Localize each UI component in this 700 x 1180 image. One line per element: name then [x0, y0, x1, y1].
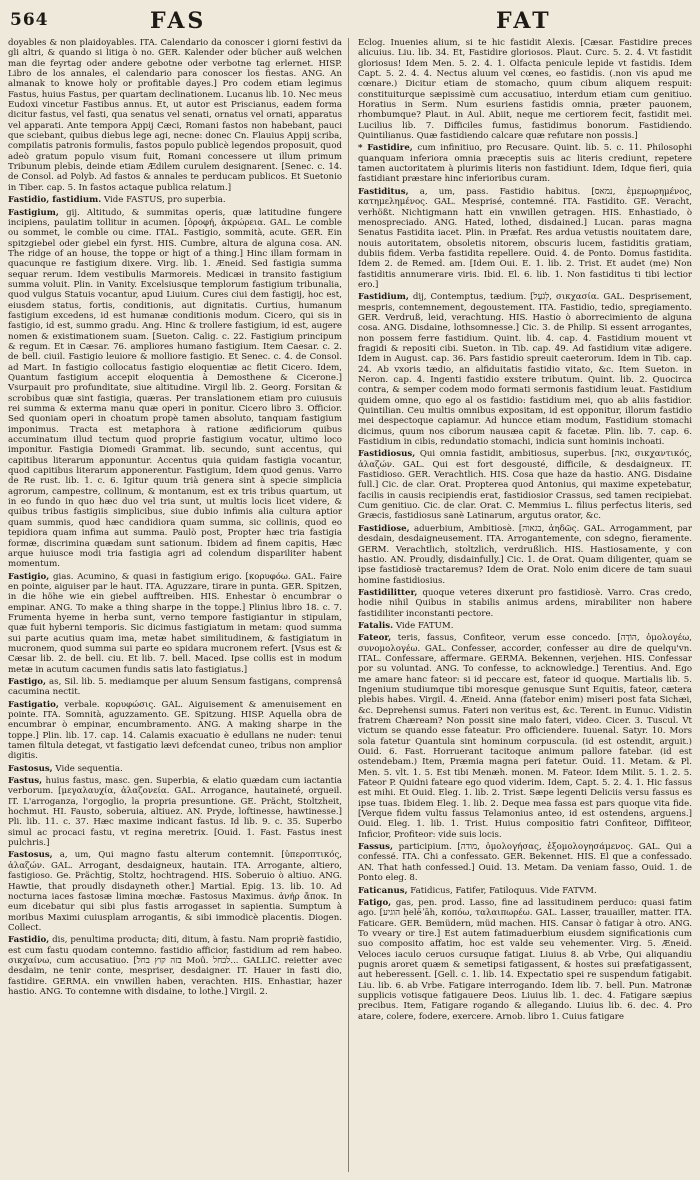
dictionary-entry [8, 935, 342, 997]
right-text-column [358, 38, 692, 1172]
dictionary-entry [8, 776, 342, 848]
entry-text: huius fastus, masc. gen. Superbia, & elatio quædam cum iactantia verborum. [μεγαλαυχία, ἀλαζονεία. GAL. Arrogance, hautaineté, orgueil. IT. L'arroganza, l'orgoglio, la propria presuntione. GE. Prächt, Stoltzheit, hochmut. HI. Fausto, soberuia, altiuez. AN. Pryde, loftinesse, hawtinesse.] Pli. lib. 11. c. 37. Hæc maxime indicant fastus. Id lib. 9. c. 35. Superbo simul ac procaci fastu, vt regina meretrix. [Ouid. 1. Fast. Fastus inest pulchris.] [8, 776, 342, 849]
entry-text: dis, penultima producta; diti, ditum, à fastu. Nam propriè fastidio, est cum fastu quodam contemno. fastidio afficior, fastidium ad rem habeo. σικχαίνω, cum accusatiuo. [בזה קוץ בחל Moû. לבחל... GALLIC. reietter avec desdaim, ne tenir conte, mespriser, desdaigner. IT. Hauer in fasti dio, fastidire. GERMA. ein vnwillen haben, verachten. HIS. Enhastiar, hazer hastio. ANG. To contemne with disdaine, to lothe.] Virgil. 2. [8, 935, 342, 997]
dictionary-entry [8, 700, 342, 762]
dictionary-entry [358, 898, 692, 1022]
entry-text: Vide FASTUS, pro superbia. [103, 195, 226, 206]
entry-headword: Fastus, [8, 776, 43, 787]
entry-text: doyables & non plaidoyables. ITA. Calendario da conoscer i giorni festivi da gli altri, & quando si litiga ò no. GER. Kalender oder bücher auß welchen man die feyrtag oder andere gebotne oder verbotne tag erlernet. HISP. Libro de los annales, el calendario para conoscer los fiestas. ANG. An almanak to knowe holy or profitable dayes.] Pro codem etiam legimus Fastus, huius Fastus, per quartam declinationem. Lucanus lib. 10. Nec meus Eudoxi vincetur Fastibus annus. Et, ut autor est Priscianus, eadem forma dicitur fastus, vel fasti, qua senatus vel senati, ornatus vel ornati, apparatus vel apparati. Ante tempora Appij Cæci, Romani fastos non habebant, pauci que sciebant, quibus diebus lege agi, necne: donec Cn. Flauius Appij scriba, compilatis patronis formulis, fastos populo publicè legendos proposuit, quod adeò gratum populo visum fuit, Romani concessere ut illum primum Tribunum plebis, deinde etiam Ædilem curulem designarent. [Senec. c. 14. de Consol. ad Polyb. Ad fastos & annales te perducam publicos. Et Suetonio in Tiber. cap. 5. In fastos actaque publica relatum.] [8, 38, 342, 193]
entry-text: Vide sequentia. [55, 763, 123, 774]
dictionary-entry [358, 38, 692, 141]
dictionary-entry [358, 621, 692, 631]
page-number: 564 [10, 10, 49, 30]
dictionary-entry [8, 677, 342, 698]
entry-text: Fatidicus, Fatifer, Fatiloquus. Vide FATVM. [410, 885, 597, 896]
right-column-heading: FAT [496, 8, 552, 34]
dictionary-entry [8, 764, 342, 774]
left-column-heading: FAS [150, 8, 207, 34]
entry-headword: Fastidio, fastidium. [8, 195, 102, 206]
entry-headword: Fastigatio, [8, 699, 59, 710]
entry-text: as, Sil. lib. 5. mediamque per aluum Sensum fastigans, comprensâ cacumina nectit. [8, 676, 342, 698]
dictionary-entry [358, 886, 692, 896]
entry-text: Vide FATUM. [395, 620, 454, 631]
entry-headword: Fastidiosus, [358, 449, 416, 460]
entry-headword: Fateor, [358, 633, 392, 644]
dictionary-entry [8, 572, 342, 675]
entry-text: a, um, Qui magno fastu alterum contemnit. [ὑπεροπτικός, ἀλαζών. GAL. Arrogant, desdaigneux, hautain. ITA. Arrogante, altiero, fastigioso. Ge. Prächtig, Stoltz, hochtragend. HIS. Soberuio ò altiuo. ANG. Hawtie, that proudly disdayneth other.] Martial. Epig. 13. lib. 10. Ad nocturna iaces fastosæ limina mœchæ. Fastosus Maximus. ἀνήρ ἄποκ. In eum dicebatur qui sibi plus fastis arrogasset in sapientia. Sumptum à moribus Maximi cuiusplam arrogantis, & sibi immodicè placentis. Diogen. Collect. [8, 850, 342, 933]
entry-text: Eclog. Inuenies alium, si te hic fastidit Alexis. [Cæsar. Fastidire preces alicuius. Liu. lib. 34. Et, Fastidire gloriosos. Plaut. Curc. 5. 2. 4. Vt fastidit gloriosus! Idem Men. 5. 2. 4. 1. Olfacta penicule lepide vt fastidis. Idem Capt. 5. 2. 4. 4. Nectus aluum vel cœnes, eo fastidis. (.non vis apud me cœnare.) Dicitur etiam de stomacho, quum cibum aliquem respuit: constituiturque sæpissimè cum accusatiuo, interdum etiam cum genitiuo. Horatius in Serm. Num esuriens fastidis omnia, præter pauonem, rhombumque? Plaut. in Aul. Abiit, neque me certiorem fecit, fastidit mei. Lucilius lib. 7. Difficiles fumus, fastidimus bonorum. Fastidiendo. Quintilianus. Quæ fastidiendo calcare quæ refutare non possis.] [358, 38, 692, 142]
entry-headword: Fastigio, [8, 571, 50, 582]
entry-headword: Fassus, [358, 842, 393, 853]
entry-headword: Fastidilitter, [358, 587, 418, 598]
entry-text: gij. Altitudo, & summitas operis, quæ latitudine fungere incipiens, paulatim tollitur in acumen. [ὀροφή, ἀκρώρεια. GAL. Le comble ou sommet, le comble ou cime. ITAL. Fastigio, sommità, acute. GER. Ein spitzgiebel oder giebel ein fyrst. HIS. Cumbre, altura de alguna cosa. AN. The ridge of an house, the toppe or higt of a thing.] Hinc illam formam in quacunque re fastigium dixere. Virg. lib. 1. Æneid. Sed fastigia summa sequar rerum. Idem vestibulis Marmoreis. Medicæi in transito fastigium summa voluit. Plin. in Vanity. Excelsiusque templorum fastigium tribunalia, quod vulgus Statuis vocantur, apud Liuium. Cures ciui dem fastigij, hoc est, eiusdem status, fortis, conditionis, aut dignitatis. Curtius, humanum fastigium excedens, id est humanæ conditionis modum. Cicero, qui sis in fastigio, id est, summo gradu. Ang. Hinc & trollere fastigium, id est, augere nomen & existimationem suam. [Sueton. Calig. c. 22. Fastigium principum & regum. Et in Cæsar. 76. ampliores humano fastigium. Item Caesar. c. 2. de bell. ciuil. Fastigio leuiore & molliore fastigio. Et Senec. c. 4. de Consol. ad Mart. In fastigio collocatus fastigio eloquentiæ ac fletit Cicero. Idem, Quantum fastigium accepit eloquentia à Demosthene & Cicerone.] Vsurpauit pro profunditate, siue altitudine. Virgil lib. 2. Georg. Forsitan & scrobibus quæ sint fastigia, quæras. Per translationem etiam pro cuiusuis rei summa & exterma manu quæ operi in ponitur. Cicero libro 3. Officior. Sed quoniam operi in choatum propè tamen absoluto, tanquam fastigium imponimus. Tracta est metaphora à ratione ædificiorum quibus accuminatum illud tectum quod proprie fastigium vocatur, ultimo loco imponitur. Fastigia Diomedi Grammat. lib. secundo, sunt accentus, qui capitibus literarum apponuntur. Accentus quia quidam fastigia vocantur, quod capitibus literarum apponerentur. Fastigium, Idem quod genus. Varro de Re rust. lib. 1. c. 6. Igitur quum trià genera sint à specie simplicia agrorum, campestre, collinum, & montanum, est ex tris tribus quartum, ut in eo fundo in quo hæc duo vel tria sunt, ut multis locis licet videre, & quibus tribus fastigiis simplicibus, siue dubio infimis alia cultura aptior quam summis, quod hæc candidiora quam summa, sic collinis, quod eo tepidiora quam infima aut summa. Paulò post, Propter hæc tria fastigia formæ, discrimina quædam sunt sationum. Ibidem ad finem capitis, Hæc arque huiusce modi tria fastigia agri ad colendum dispariliter habent momentum. [8, 207, 342, 570]
dictionary-entry [8, 208, 342, 570]
entry-headword: Fastidium, [358, 292, 409, 303]
entry-headword: Faticanus, [358, 885, 408, 896]
dictionary-entry [358, 143, 692, 184]
entry-headword: Fastigo, [8, 676, 47, 687]
entry-text: dij, Contemptus, tædium. [לְגֹעֶל, σικχασία. GAL. Desprisement, mespris, contemnement, degoustement. ITA. Fastidio, tedio, spregiamento. GER. Verdruß, leid, verachtung. HIS. Hastio ò aborrecimiento de alguna cosa. ANG. Disdaine, lothsomnesse.] Cic. 3. de Philip. Si essent arrogantes, non possem ferre fastidium. Quint. lib. 4. cap. 4. Fastidium mouent vt fragidi & repositi cibi. Sueton. in Tib. cap. 49. Ad fastidium vitæ adigere. Idem in August. cap. 36. Pars fastidio spreuit caeterorum. Idem in Tib. cap. 24. Ab vxoris tædio, an alfiduitatis fastidio vitato, &c. Item Sueton. in Neron. cap. 4. Ingenti fastidio exstere tributum. Quint. lib. 2. Quocirca contra, & semper codem modo formati sermonis fastidium leuat. Fastidium quidem omne, quo ego al os fastidio: fastidium mei, quo ab aliis fastidior. Quintilian. Ceu multis omnibus expositam, id est opponitur, illorum fastidio mei despectoque capiamur. Ad huncce etiam modum, Fastidium stomachi dicimus, quum nos ciborum nausæa capit & facetæ. Plin. lib. 7. cap. 6. Fastidium in cibis, redundatio stomachi, indicia sunt hominis inchoati. [358, 292, 692, 448]
dictionary-entry [358, 842, 692, 883]
entry-headword: Fastidiose, [358, 523, 410, 534]
entry-text: aduerbium, Ambitiosè. [בגאוה, ἀηδῶς. GAL. Arrogamment, par desdain, desdaigneusement. ITA. Arrogantemente, con sdegno, fieramente. GERM. Verachtlich, stoltzlich, verdrußlich. HIS. Hastiosamente, y con hastio. AN. Proudly, disdainfully.] Cic. 1. de Orat. Quam diligenter, quam se ipse fastidiosè tractaremus? Idem de Orat. Nolo enim dicere de tam suaui homine fastidiosius. [358, 523, 692, 586]
dictionary-entry [8, 850, 342, 933]
entry-headword: Fastosus, [8, 763, 53, 774]
left-text-column [8, 38, 342, 1172]
entry-text: gias. Acumino, & quasi in fastigium erigo. [κορυφόω. GAL. Faire en pointe, aiguiser par le haut. ITA. Aguzzare, tirare in punta. GER. Spitzen, in die höhe wie ein giebel aufftreiben. HIS. Enhestar ò encumbrar o empinar. ANG. To make a thing sharpe in the toppe.] Plinius libro 18. c. 7. Frumenta hyeme in herba sunt, verno tempore fastigiantur in stipulam, quæ fuit hyberni temporis. Sic dicimus fastigiatum in metam: quod summa sui parte acutius quam ima, metæ habet similitudinem, & fastigiatum in mucronem, quod summa sui parte eo spidara mucronem refert. [Vsus est & Cæsar lib. 2. de bell. ciu. Et lib. 7. bell. Maced. Ipse collis est in modum metæ in acutum cacumen fundis satis lato fastigiatus.] [8, 571, 342, 675]
running-header [0, 8, 700, 36]
entry-headword: Fatalis. [358, 620, 394, 631]
entry-text: gas, pen. prod. Lasso, fine ad lassitudinem perduco: quasi fatim ago. [הוגיע ḥelēʼāh, κοπόω, ταλαιπωρέω. GAL. Lasser, trauailler, matter. ITA. Faticare. GER. Bemüdern, müd machen. HIS. Cansar ò fatigar à otro. ANG. To vveary or tire.] Est autem fatimaduerbium eiusdem significationis cum suo composito affatim, hoc est valde seu vehementer. Virg. 5. Æneid. Veloces iaculo ceruos cursuque fatigat. Liuius 8. ab Vrbe, Qui aliquandiu pugnis aroret quæm & semetipsi fatigassent, & hostes sui præfatigassent, aut heberessent. [Gell. c. 1. lib. 14. Expectatio spei re suspendum fatigabit. Liu. lib. 6. ab Vrbe. Fatigare interrogando. Idem lib. 7. bell. Pun. Matronæ supplicis votisque fatigauere Deos. Liuius lib. 1. dec. 4. Fatigare sæpius precibus. Item, Fatigare rogando & allegando. Liuius lib. 6. dec. 4. Pro atare, colere, fodere, exercere. Arnob. libro 1. Cuius fatigare [358, 897, 692, 1022]
dictionary-entry [358, 187, 692, 290]
dictionary-entry [8, 38, 342, 193]
dictionary-entry [358, 292, 692, 447]
entry-headword: Fastigium, [8, 207, 59, 218]
entry-text: quoque veteres dixerunt pro fastidiosè. Varro. Cras credo, hodie nihil Quibus in stabilis animus ardens, mirabiliter non habere fastidiliter inconstanti pectore. [358, 587, 692, 619]
entry-text: cum infinitiuo, pro Recusare. Quint. lib. 5. c. 11. Philosophi quanquam inferiora omnia præceptis suis ac literis crediunt, repetere tamen auctoritatem à plurimis literis non fastidiunt. Idem, Idque fieri, quia fastidiant præstare hinc inferioribus curam. [358, 143, 692, 185]
column-rule [348, 38, 349, 1172]
dictionary-entry [8, 195, 342, 205]
entry-headword: Fastidio, [8, 935, 50, 946]
entry-text: Qui omnia fastidit, ambitiosus, superbus. [גאה, σικχαντικός, ἀλαζών. GAL. Qui est fort desgousté, difficile, & desdaigneux. IT. Fastidioso. GER. Verachtlich. HIS. Cosa que haze da hastio. ANG. Disdaine full.] Cic. de clar. Orat. Propterea quod Antonius, qui maxime expetebatur, facilis in causis recipiendis erat, fastidiosior Crassus, sed tamen recipiebat. Cum genitiuo. Cic. de clar. Orat. C. Memmius L. filius perfectus literis, sed Græcis, fastidiosus sanè Latinarum, argutus orator, &c. [358, 449, 692, 522]
entry-text: a, um, pass. Fastidio habitus. [נמאס, ἐμεμωρημένος, κατημελημένος. GAL. Mesprisé, contemné. ITA. Fastidito. GE. Veracht, verhößt. Nichtigmann hatt ein vnwillen getragen. HIS. Enhastiado, ò menospreciado. ANG. Hated, lothed, disdained.] Lucan. paras magna Senatus Fastidita iacet. Plin. in Præfat. Res ardua vetustis nouitatem dare, nouis autoritatem, obsoletis nitorem, obscuris lucem, fastiditis gratiam, dubiis fidem. Verba fastidita repellere. Ouid. 4. de Ponto. Domus fastidita. Idem 2. de Remed. am. [Idem Oui. E. 1. lib. 2. Trist. Et audet (me) Non fastiditis annumerare viris. Ibid. El. 6. lib. 1. Non fastiditus ti tibi lectior ero.] [358, 186, 692, 290]
dictionary-entry [358, 524, 692, 586]
entry-text: participium. [מודה, ὁμολογήσας, ἐξομολογησάμενος. GAL. Qui a confessé. ITA. Chi a confessato. GER. Bekennet. HIS. El que a confessado. AN. That hath confessed.] Ouid. 13. Metam. Da veniam fasso, Ouid. 1. de Ponto eleg. 8. [358, 842, 692, 884]
dictionary-entry [358, 449, 692, 521]
entry-headword: Fastiditus, [358, 186, 409, 197]
entry-headword: Fastosus, [8, 850, 53, 861]
entry-headword: Fatigo, [358, 897, 392, 908]
entry-headword: * Fastidire, [358, 143, 413, 154]
entry-text: teris, fassus, Confiteor, verum esse concedo. [הוֹדָה, ὁμολογέω, συνομολογέω. GAL. Confesser, accorder, confesser au dire de quelqu'vn. ITAL. Confessare, affermare. GERMA. Bekennen, verjehen. HIS. Confessar por su voluntad. ANG. To confesse, to acknowledge.] Terentius. And. Ego me amare hanc fateor: si id peccare est, fateor id quoque. Martialis lib. 5. Ingenium studiumque tibi moresque genusque Sunt Equitis, fateor, cætera plebis habes. Virgil. 4. Æneid. Anna (fatebor enim) miseri post fata Sichæi, &c. Deprehensi sumus. Fateri non veritus est, &c. Terent. in Eunuc. Vidistin fratrem Chæream? Non possit sine malo fateri, video. Cicer. 3. Tuscul. Vt victum se quando esse fateatur. Pro officiendere. Iuuenal. Satyr. 10. Mors sola fatetur Quantula sint hominum corpuscula. (id est ostendit, arguit.) Ouid. 6. Fast. Horruerant tacitoque animum pallore fatebar. (id est ostendebam.) Item, Præmia magna peri fatetur. Ouid. 11. Metam. & Pl. Men. 5. vlt. 1. 5. Est tibi Menæh. monen. M. Fateor. Idem Milit. 5. 1. 2. 5. Fateor P. Quidni fateare ego quod viderim. Idem, Capt. 5. 2. 4. 1. Hic fassus est mihi. Et Ouid. Eleg. 1. lib. 2. Trist. Sæpe legenti Deliciis versu fassus es ipse tuas. Ibidem Eleg. 1. lib. 2. Deque mea fassa est pars quoque vita fide. [Verque fidem vultu fassus Telamonius anteo, id est ostendens, arguens.] Ouid. Eleg. 1. lib. 1. Trist. Huius compositio fatri Confiteor, Diffiteor, Inficior, Profiteor: vide suis locis. [358, 633, 692, 840]
entry-text: verbale. κορυφώσις. GAL. Aiguisement & amenuisement en pointe. ITA. Somnità, aguzzamento. GE. Spitzung. HISP. Aquella obra de encumbrar ò empinar, encumbramento. ANG. A making sharpe in the toppe.] Plin. lib. 17. cap. 14. Calamis exacuatio è edullans ne nuder: tenui tamen filtula detegat, vt fastigatio lævi defcendat cuneo, tribus non amplior digitis. [8, 699, 342, 762]
dictionary-entry [358, 633, 692, 840]
dictionary-entry [358, 588, 692, 619]
